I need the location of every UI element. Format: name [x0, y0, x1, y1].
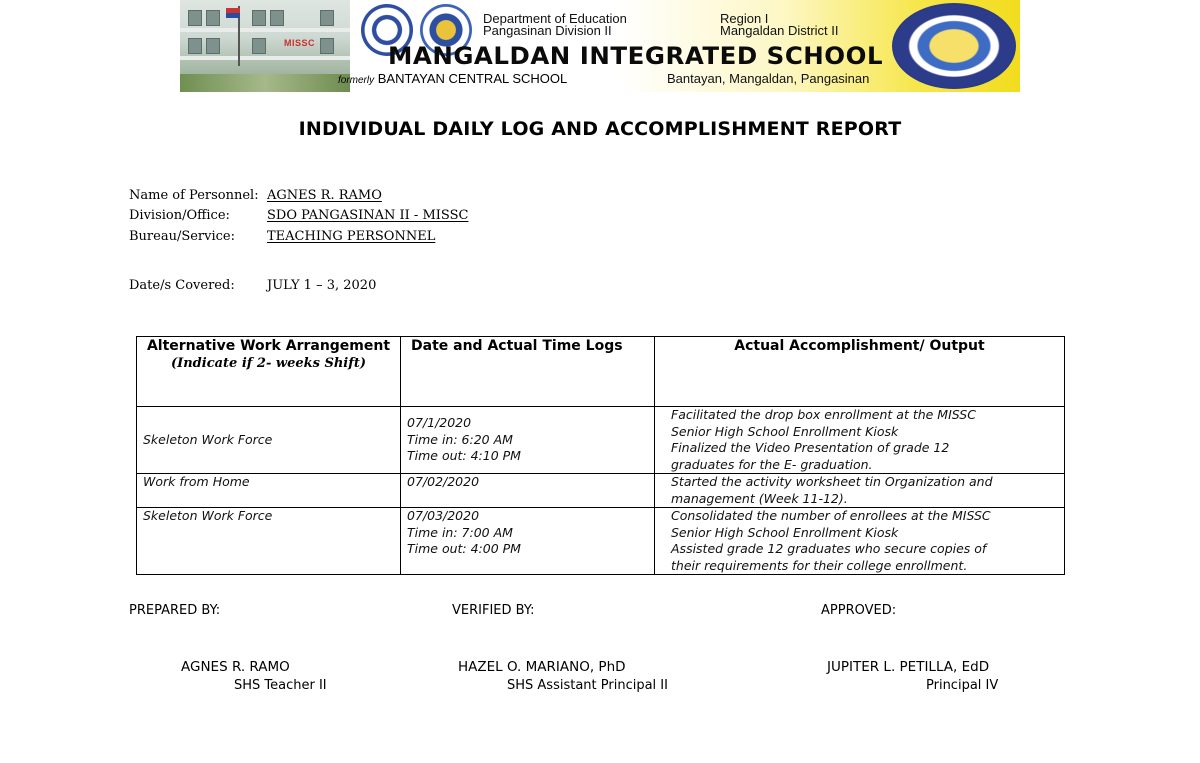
school-building-photo — [180, 0, 350, 92]
prepared-by-label: PREPARED BY: — [129, 603, 221, 618]
school-name: MANGALDAN INTEGRATED SCHOOL — [388, 42, 884, 70]
school-seal-icon — [892, 3, 1016, 89]
row1-output-line: Facilitated the drop box enrollment at the MISSC — [671, 407, 976, 422]
table-row — [137, 508, 1065, 575]
table-row — [137, 407, 1065, 474]
header-accomplishment: Actual Accomplishment/ Output — [655, 337, 1065, 407]
header-work-arrangement-label: Alternative Work Arrangement — [146, 338, 391, 354]
row3-time-logs — [401, 508, 655, 575]
row3-arrangement: Skeleton Work Force — [137, 508, 401, 575]
verified-by-label: VERIFIED BY: — [452, 603, 535, 618]
division-label: Division/Office: — [129, 208, 230, 223]
daily-log-table — [136, 336, 1065, 575]
row3-output-line: Assisted grade 12 graduates who secure copies of — [671, 541, 987, 556]
row1-output-line: Finalized the Video Presentation of grade 12 — [671, 440, 950, 455]
row1-output-line: Senior High School Enrollment Kiosk — [671, 423, 899, 439]
row1-date: 07/1/2020 — [407, 415, 472, 431]
row3-output-line: Consolidated the number of enrollees at the MISSC — [671, 508, 991, 523]
row2-output-line: management (Week 11-12). — [671, 490, 848, 506]
bureau-value: TEACHING PERSONNEL — [267, 229, 436, 244]
prepared-by-position: SHS Teacher II — [234, 678, 327, 693]
row2-output — [655, 474, 1065, 508]
prepared-by-name: AGNES R. RAMO — [181, 659, 290, 675]
row3-output — [655, 508, 1065, 575]
approved-by-name: JUPITER L. PETILLA, EdD — [827, 659, 990, 675]
row1-time-logs — [401, 407, 655, 474]
row3-date: 07/03/2020 — [407, 508, 480, 523]
row3-time-in: Time in: 7:00 AM — [407, 524, 513, 540]
former-school-name — [338, 71, 567, 86]
row1-time-out: Time out: 4:10 PM — [407, 448, 521, 464]
dates-covered-value: JULY 1 – 3, 2020 — [267, 278, 377, 293]
approved-label: APPROVED: — [821, 603, 897, 618]
report-title: INDIVIDUAL DAILY LOG AND ACCOMPLISHMENT REPORT — [298, 118, 902, 140]
verified-by-name: HAZEL O. MARIANO, PhD — [458, 659, 626, 675]
header-work-arrangement — [137, 337, 401, 407]
division-name: Pangasinan Division II — [483, 23, 612, 38]
formerly-name: BANTAYAN CENTRAL SCHOOL — [377, 71, 568, 86]
verified-by-position: SHS Assistant Principal II — [507, 678, 668, 693]
division-value: SDO PANGASINAN II - MISSC — [267, 208, 469, 223]
table-header-row — [137, 337, 1065, 407]
row3-time-out: Time out: 4:00 PM — [407, 541, 521, 556]
approved-by-position: Principal IV — [926, 678, 999, 693]
row1-output-line: graduates for the E- graduation. — [671, 456, 873, 472]
building-sign: MISSC — [284, 38, 316, 48]
row1-output — [655, 407, 1065, 474]
row1-arrangement: Skeleton Work Force — [137, 407, 401, 474]
row2-time-logs — [401, 474, 655, 508]
bureau-label: Bureau/Service: — [129, 229, 236, 244]
table-row — [137, 474, 1065, 508]
header-work-arrangement-note: (Indicate if 2- weeks Shift) — [171, 356, 366, 371]
name-label: Name of Personnel: — [129, 188, 259, 203]
header-date-time: Date and Actual Time Logs — [401, 337, 655, 407]
name-value: AGNES R. RAMO — [267, 188, 382, 203]
school-address: Bantayan, Mangaldan, Pangasinan — [667, 71, 870, 86]
dates-covered-label: Date/s Covered: — [129, 278, 235, 293]
letterhead-banner — [180, 0, 1020, 92]
row2-output-line: Started the activity worksheet tin Organization and — [671, 474, 993, 489]
district-name: Mangaldan District II — [720, 23, 839, 38]
formerly-prefix: formerly — [338, 75, 375, 86]
flag-icon — [226, 8, 240, 18]
row2-arrangement: Work from Home — [137, 474, 401, 508]
row3-output-line: their requirements for their college enrollment. — [671, 557, 968, 573]
department-name: Department of Education — [483, 11, 627, 26]
region-name: Region I — [720, 11, 769, 26]
row2-date: 07/02/2020 — [407, 474, 480, 489]
row1-time-in: Time in: 6:20 AM — [407, 431, 513, 447]
row3-output-line: Senior High School Enrollment Kiosk — [671, 524, 899, 540]
